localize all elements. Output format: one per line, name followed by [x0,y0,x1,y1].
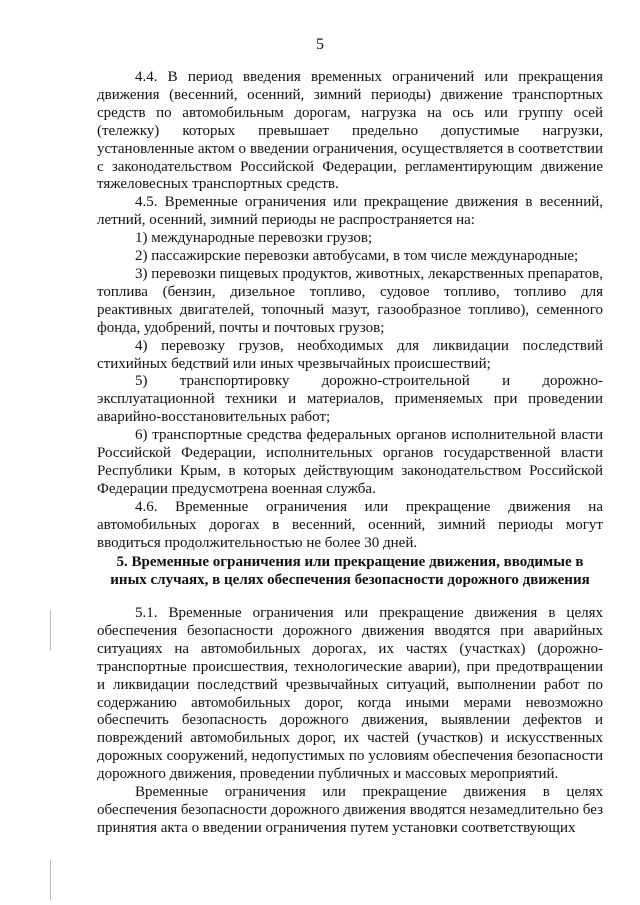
page-number: 5 [316,36,324,53]
list-item: 1) международные перевозки грузов; [135,230,373,247]
scan-artifact-line [50,610,51,650]
paragraph-4-5: 4.5. Временные ограничения или прекращение движения в весенний, летний, осенний, зимний периоды не распространяется на: [97,194,603,229]
list-item: 2) пассажирские перевозки автобусами, в том числе международные; [135,248,579,265]
list-item: 6) транспортные средства федеральных органов исполнительной власти Российской Федерации, исполнительных органов государственной власти Республики Крым, в которых действующим законодательством Российской Федерации предусмотрена военная служба. [97,427,603,497]
section-4-continued [97,69,603,552]
list-item: 4) перевозку грузов, необходимых для ликвидации последствий стихийных бедствий или иных чрезвычайных происшествий; [97,337,603,372]
paragraph-4-4: 4.4. В период введения временных ограничений или прекращения движения (весенний, осенний, зимний периоды) движение транспортных средств по автомобильным дорогам, нагрузка на ось или группу осей (тележку) которых превышает предельно допустимые нагрузки, установленные актом о введении ограничения, осуществляется в соответствии с законодательством Российской Федерации, регламентирующим движение тяжеловесных транспортных средств. [97,69,603,193]
paragraph-4-6: 4.6. Временные ограничения или прекращение движения на автомобильных дорогах в весенний, осенний, зимний периоды могут вводиться продолжительностью не более 30 дней. [97,498,603,551]
section-5-heading: 5. Временные ограничения или прекращение движения, вводимые в иных случаях, в целях обеспечения безопасности дорожного движения [110,554,590,588]
paragraph-5-1-continued: Временные ограничения или прекращение движения в целях обеспечения безопасности дорожного движения вводятся незамедлительно без принятия акта о введении ограничения путем установки соответствующих [97,784,603,836]
list-item: 3) перевозки пищевых продуктов, животных, лекарственных препаратов, топлива (бензин, дизельное топливо, судовое топливо, топливо для реактивных двигателей, топочный мазут, газообразное топливо), семенного фонда, удобрений, почты и почтовых грузов; [97,265,603,336]
paragraph-5-1: 5.1. Временные ограничения или прекращение движения в целях обеспечения безопасности дорожного движения вводятся при аварийных ситуациях на автомобильных дорогах, их частях (участках) (дорожно-транспортные происшествия, технологические аварии), при предотвращении и ликвидации последствий чрезвычайных ситуаций, выполнении работ по содержанию автомобильных дорог, когда иными мерами невозможно обеспечить безопасность дорожного движения, выявлении дефектов и повреждений автомобильных дорог, их частей (участков) и искусственных дорожных сооружений, недопустимых по условиям обеспечения безопасности дорожного движения, проведении публичных и массовых мероприятий. [97,605,603,783]
section-5-body [97,605,603,838]
list-item: 5) транспортировку дорожно-строительной и дорожно-эксплуатационной техники и материалов, применяемых при проведении аварийно-восстановительных работ; [97,373,603,426]
scan-artifact-line [50,860,51,900]
